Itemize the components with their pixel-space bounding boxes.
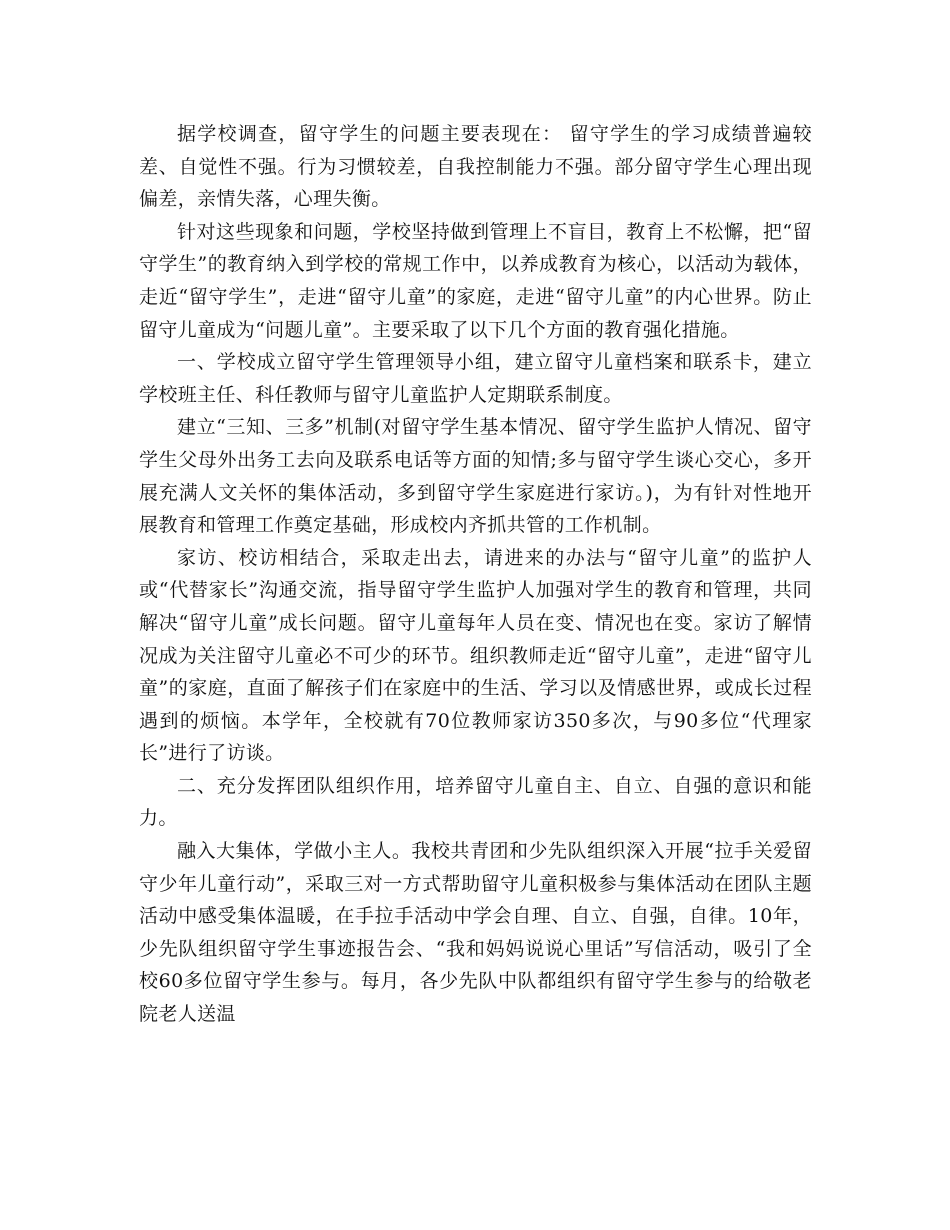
paragraph-school-approach: 针对这些现象和问题，学校坚持做到管理上不盲目，教育上不松懈，把“留守学生”的教育纳入到学校的常规工作中，以养成教育为核心，以活动为载体，走近“留守学生”，走进“留守儿童”的家庭，走进“留守儿童”的内心世界。防止留守儿童成为“问题儿童”。主要采取了以下几个方面的教育强化措施。 — [139, 220, 812, 341]
paragraph-team-organization: 二、充分发挥团队组织作用，培养留守儿童自主、自立、自强的意识和能力。 — [139, 774, 812, 830]
document-body — [139, 118, 812, 1031]
paragraph-home-visits: 家访、校访相结合，采取走出去，请进来的办法与“留守儿童”的监护人或“代替家长”沟通交流，指导留守学生监护人加强对学生的教育和管理，共同解决“留守儿童”成长问题。留守儿童每年人员在变、情况也在变。家访了解情况成为关注留守儿童必不可少的环节。组织教师走近“留守儿童”，走进“留守儿童”的家庭，直面了解孩子们在家庭中的生活、学习以及情感世界，或成长过程遇到的烦恼。本学年，全校就有70位教师家访350多次，与90多位“代理家长”进行了访谈。 — [139, 546, 812, 765]
paragraph-three-know-mechanism: 建立“三知、三多”机制(对留守学生基本情况、留守学生监护人情况、留守学生父母外出务工去向及联系电话等方面的知情;多与留守学生谈心交心，多开展充满人文关怀的集体活动，多到留守学生家庭进行家访。)，为有针对性地开展教育和管理工作奠定基础，形成校内齐抓共管的工作机制。 — [139, 416, 812, 537]
paragraph-leadership-group: 一、学校成立留守学生管理领导小组，建立留守儿童档案和联系卡，建立学校班主任、科任教师与留守儿童监护人定期联系制度。 — [139, 351, 812, 406]
paragraph-survey-findings: 据学校调查，留守学生的问题主要表现在： 留守学生的学习成绩普遍较差、自觉性不强。行为习惯较差，自我控制能力不强。部分留守学生心理出现偏差，亲情失落，心理失衡。 — [139, 123, 812, 211]
paragraph-collective-activities: 融入大集体，学做小主人。我校共青团和少先队组织深入开展“拉手关爱留守少年儿童行动”，采取三对一方式帮助留守儿童积极参与集体活动在团队主题活动中感受集体温暖，在手拉手活动中学会自理、自立、自强，自律。10年，少先队组织留守学生事迹报告会、“我和妈妈说说心里话”写信活动，吸引了全校60多位留守学生参与。每月，各少先队中队都组织有留守学生参与的给敬老院老人送温 — [139, 840, 812, 1026]
